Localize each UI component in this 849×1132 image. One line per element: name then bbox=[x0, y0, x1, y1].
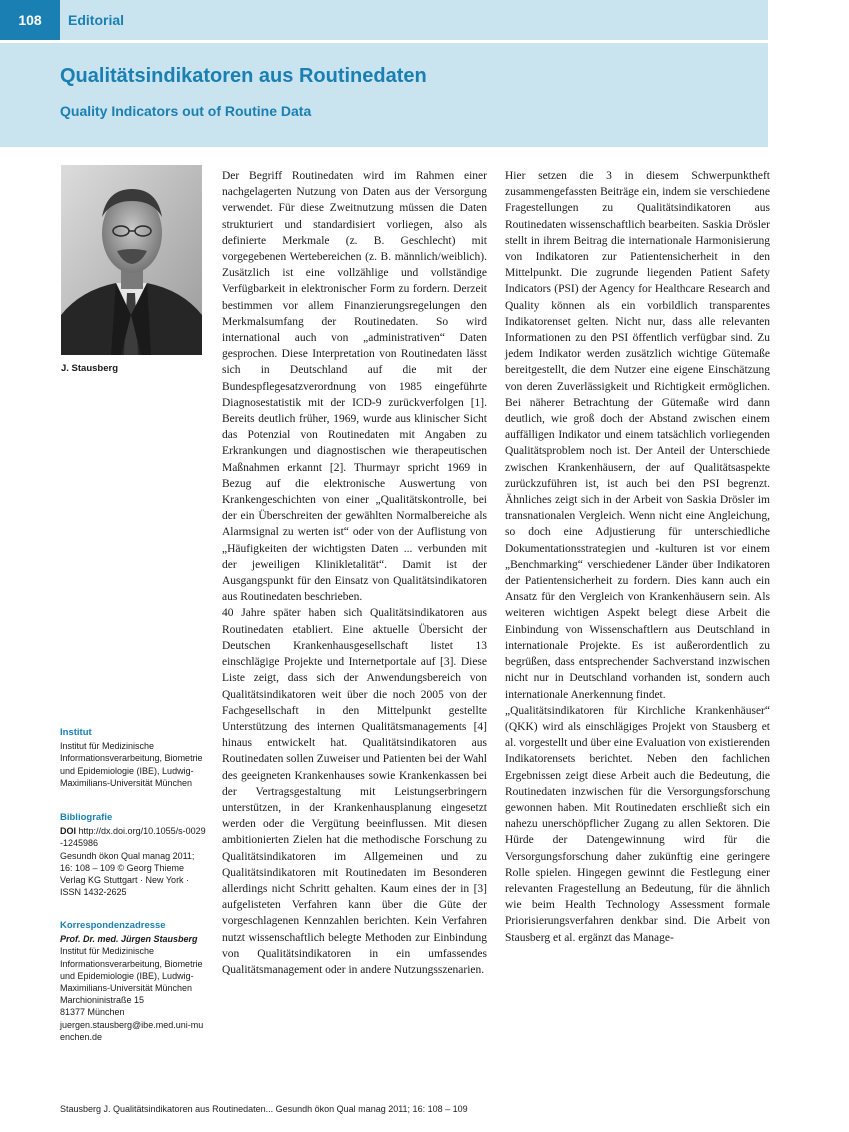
address-institution: Institut für Medizinische Informationsverarbeitung, Biometrie und Epidemiologie (IBE), Ludwig-Maximilians-Universität München bbox=[60, 946, 203, 994]
sidebar-bibliografie bbox=[60, 812, 206, 898]
paragraph: 40 Jahre später haben sich Qualitätsindikatoren aus Routinedaten etabliert. Eine aktuelle Übersicht der Deutschen Krankenhausgesellschaft listet 13 einschlägige Projekte und Internetportale auf [3]. Diese Liste zeigt, dass sich der Anwendungsbereich von Qualitätsindikatoren weit über die noch 2005 von der Fachgesellschaft in den Mittelpunkt gestellte Unterstützung des internen Qualitätsmanagements [4] hinaus entwickelt hat. Qualitätsindikatoren aus Routinedaten sollen Zuweiser und Patienten bei der Wahl des geeigneten Krankenhauses sowie Krankenkassen bei der Vertragsgestaltung mit Leistungserbringern unterstützen, in der Krankenhausplanung eingesetzt werden oder die Vergütung beeinflussen. Mit diesen ambitionierten Zielen hat die methodische Forschung zu Qualitätsindikatoren im Allgemeinen und zu Qualitätsindikatoren mit Routinedaten im Besonderen allerdings nicht Schritt gehalten. Kaum eines der in [3] aufgelisteten Verfahren kann über die Güte der vorgeschlagenen Kennzahlen berichten. Kein Verfahren nutzt wissenschaftlich belegte Methoden zur Einbindung von Qualitätsindikatoren in ein umfassendes Qualitätsmanagement oder in andere Nutzungsszenarien. bbox=[222, 607, 487, 976]
institut-text: Institut für Medizinische Informationsverarbeitung, Biometrie und Epidemiologie (IBE), Ludwig-Maximilians-Universität München bbox=[60, 741, 203, 788]
email-link[interactable]: juergen.stausberg@ibe.med.uni-muenchen.de bbox=[60, 1019, 204, 1042]
body-column-2 bbox=[505, 168, 770, 946]
bibliografie-heading: Bibliografie bbox=[60, 812, 113, 823]
address-city: 81377 München bbox=[60, 1007, 125, 1018]
page-number: 108 bbox=[0, 0, 60, 40]
header-bar bbox=[0, 0, 768, 40]
paragraph: Der Begriff Routinedaten wird im Rahmen einer nachgelagerten Nutzung von Daten aus der Versorgung verwendet. Für diese Zweitnutzung müssen die Daten strukturiert und standardisiert vorliegen, also als definierte Merkmale (z. B. Geschlecht) mit vorgegebenen Wertebereichen (z. B. männlich/weiblich). Zusätzlich ist eine vollzählige und vollständige Verfügbarkeit in elektronischer Form zu fordern. Derzeit bestimmen vor allem Finanzierungsregelungen den Merkmalsumfang der Routinedaten. So wird international auch von „administrativen“ Daten gesprochen. Diese Interpretation von Routinedaten lässt sich in Deutschland auf die mit der Bundespflegesatzverordnung von 1985 eingeführte Diagnosestatistik mit der ICD-9 zurückverfolgen [1]. Bereits deutlich früher, 1969, wurde aus klinischer Sicht das Potenzial von Routinedaten mit Angaben zu Erkrankungen und diagnostischen wie therapeutischen Maßnahmen erkannt [2]. Thurmayr spricht 1969 in Bezug auf die elektronische Auswertung von Krankengeschichten von einer „Qualitätskontrolle, bei der ein Überschreiten der gewählten Normalbereiche als Alarmsignal zu werten ist“ oder von der Auflistung von „Häufigkeiten der wichtigsten Daten ... verbunden mit der jeweiligen Klinikletalität“. Damit ist der Ausgangspunkt für den Einsatz von Qualitätsindikatoren aus Routinedaten beschrieben. bbox=[222, 170, 487, 604]
section-label: Editorial bbox=[68, 12, 125, 28]
korrespondenz-heading: Korrespondenzadresse bbox=[60, 920, 166, 931]
institut-heading: Institut bbox=[60, 727, 92, 738]
sidebar-korrespondenz bbox=[60, 920, 206, 1043]
author-name: Prof. Dr. med. Jürgen Stausberg bbox=[60, 934, 198, 945]
citation: Gesundh ökon Qual manag 2011; 16: 108 – 109 © Georg Thieme Verlag KG Stuttgart · New York · ISSN 1432-2625 bbox=[60, 850, 195, 898]
page-footer: Stausberg J. Qualitätsindikatoren aus Routinedaten... Gesundh ökon Qual manag 2011; 16: 108 – 109 bbox=[60, 1104, 468, 1114]
title-band bbox=[0, 43, 768, 147]
article-subtitle: Quality Indicators out of Routine Data bbox=[60, 103, 312, 119]
address-street: Marchioninistraße 15 bbox=[60, 995, 145, 1006]
sidebar-institut bbox=[60, 727, 206, 789]
author-photo bbox=[61, 165, 202, 355]
paragraph: „Qualitätsindikatoren für Kirchliche Krankenhäuser“ (QKK) wird als einschlägiges Projekt von Stausberg et al. vorgestellt und über eine Evaluation von existierenden Indikatorensets berichtet. Neben den fachlichen Ergebnissen zeigt diese Arbeit auch die Bedeutung, die Routinedaten inzwischen für die Versorgungsforschung gewonnen haben. Mit Routinedaten erschließt sich ein nahezu unerschöpflicher Zugang zu allen Sektoren. Die Hürde der Datengewinnung wird für die Versorgungsforschung daher zukünftig eine geringere Rolle spielen. Hingegen gewinnt die Festlegung einer relevanten Fragestellung an Bedeutung, für die ähnlich wie beim Health Technology Assessment formale Priorisierungsverfahren denkbar sind. Die Arbeit von Stausberg et al. ergänzt das Manage- bbox=[505, 704, 770, 944]
paragraph: Hier setzen die 3 in diesem Schwerpunktheft zusammengefassten Beiträge ein, indem sie verschiedene Fragestellungen zu Qualitätsindikatoren aus Routinedaten wissenschaftlich bearbeiten. Saskia Drösler stellt in ihrem Beitrag die internationale Harmonisierung von Indikatoren zur Patientensicherheit in den Mittelpunkt. Die zugrunde liegenden Patient Safety Indicators (PSI) der Agency for Healthcare Research and Quality können als ein vorbildlich transparentes Indikatorenset gelten. Nicht nur, dass alle relevanten Informationen zu den PSI öffentlich verfügbar sind. Zu jedem Indikator werden zusätzlich wichtige Gütemaße bereitgestellt, die dem Nutzer eine eigene Einschätzung von deren Zuverlässigkeit und Richtigkeit ermöglichen. Bei näherer Betrachtung der Gütemaße wird dann deutlich, wie groß doch der Abstand zwischen einem auffälligen Indikator und einem tatsächlich vorliegenden Qualitätsproblem noch ist. Der Anteil der Unterschiede zwischen Krankenhäusern, der auf Qualitätsaspekte zurückzuführen ist, ist auch bei den PSI begrenzt. Ähnliches zeigt sich in der Arbeit von Saskia Drösler im transnationalen Vergleich. Wenn nicht eine Angleichung, so doch eine Adjustierung für unterschiedliche Dokumentationsstrategien und -kulturen ist vor einem „Benchmarking“ verschiedener Länder über Indikatoren der Patientensicherheit zu fordern. Dies kann auch ein Ansatz für den Vergleich von Krankenhäusern sein. Als weiteren wichtigen Aspekt belegt diese Arbeit die Einbindung von Wissenschaftlern aus Deutschland in internationale Projekte. Es ist außerordentlich zu begrüßen, dass entsprechender Sachverstand inzwischen nicht nur in Deutschland vorhanden ist, sondern auch internationale Anerkennung findet. bbox=[505, 170, 770, 701]
doi-link[interactable]: http://dx.doi.org/10.1055/s-0029-1245986 bbox=[60, 826, 206, 849]
doi-label: DOI bbox=[60, 826, 77, 837]
doi-line bbox=[60, 825, 206, 849]
body-column-1 bbox=[222, 168, 487, 978]
article-title: Qualitätsindikatoren aus Routinedaten bbox=[60, 65, 427, 87]
photo-caption: J. Stausberg bbox=[61, 363, 119, 374]
